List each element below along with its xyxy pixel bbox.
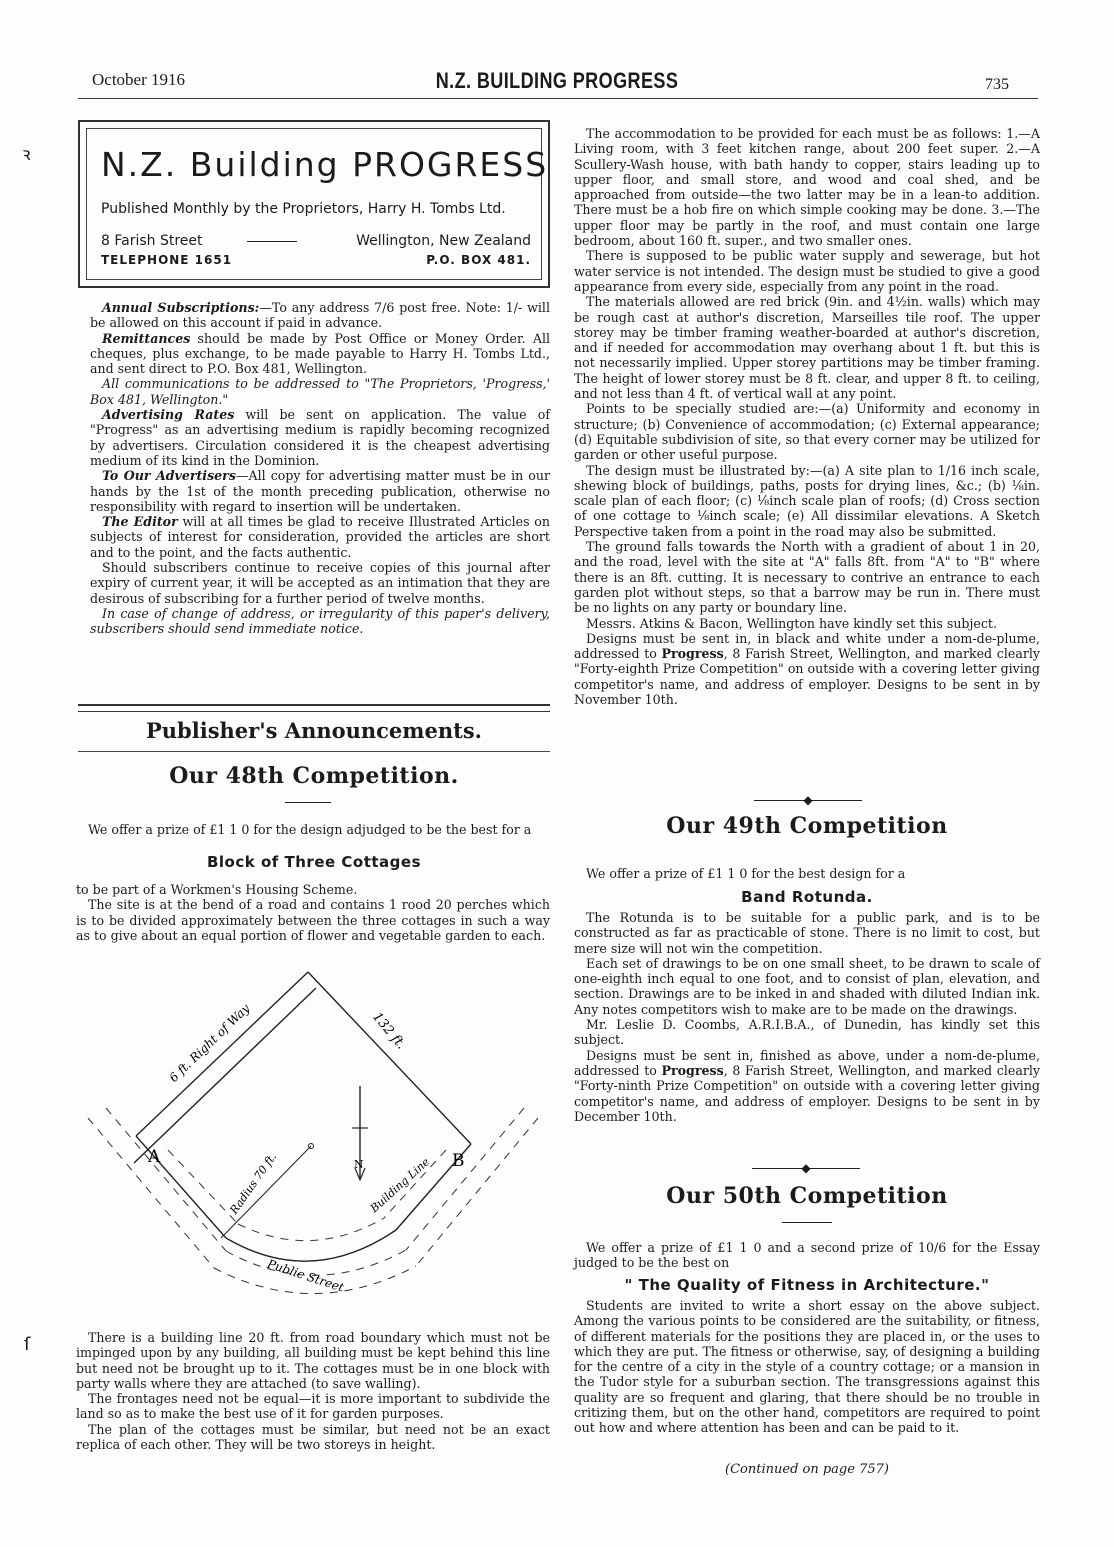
subscriptions-text: —To any address 7/6 post free. Note: 1/- will be allowed on this account if paid in advance. <box>90 300 550 331</box>
side-length-label: 132 ft. <box>369 1009 409 1053</box>
journal-title: N.Z. BUILDING PROGRESS <box>435 68 679 93</box>
comp48-accommodation: The accommodation to be provided for each must be as follows: 1.—A Living room, with 3 feet kitchen range, about 200 feet super. 2.—A Scullery-Wash house, with bath handy to copper, stairs leading up to upper floor, and small store, and wood and coal shed, and be approached from outside—the two latter may be in a lean-to addition. There must be a hob fire on which simple cooking may be done. 3.—The upper floor may be partly in the roof, and must contain one large bedroom, about 160 ft. super., and two smaller ones. <box>574 126 1040 249</box>
comp48-materials: The materials allowed are red brick (9in. and 4½in. walls) which may be rough cast at author's discretion, Marseilles tile roof. The upper storey may be timber framing weather-boarded at author's discretion, and if needed for accommodation may overhang about 1 ft. but this is not necessarily implied. Upper storey partitions may be timber framing. The height of lower storey must be 8 ft. clear, and upper 8 ft. to ceiling, and not less than 4 ft. of vertical wall at any point. <box>574 294 1040 402</box>
comp49-set-by: Mr. Leslie D. Coombs, A.R.I.B.A., of Dunedin, has kindly set this subject. <box>574 1017 1040 1048</box>
point-b-label: B <box>452 1151 465 1171</box>
comp50-offer: We offer a prize of £1 1 0 and a second prize of 10/6 for the Essay judged to be the best on <box>574 1240 1040 1271</box>
comp50-offer-block <box>574 1240 1040 1271</box>
renewal-note: Should subscribers continue to receive copies of this journal after expiry of current year, it will be accepted as an intimation that they are desirous of subscribing for a further period of twelve months. <box>90 560 550 606</box>
comp49-ornament: ◆ <box>803 793 813 807</box>
announcements-title: Publisher's Announcements. <box>146 718 482 743</box>
comp48-illustrated: The design must be illustrated by:—(a) A site plan to 1/16 inch scale, shewing block of buildings, paths, posts for drying lines, &c.; (b) ⅛in. scale plan of each floor; (c) ⅛inch scale plan of roofs; (d) Cross section of one cottage to ⅛inch scale; (e) All dissimilar elevations. A Sketch Perspective taken from a point in the road may also be submitted. <box>574 462 1040 539</box>
masthead-dash <box>247 241 297 242</box>
comp48-offer-block <box>76 822 550 837</box>
comp48-ground: The ground falls towards the North with a gradient of about 1 in 20, and the road, level with the site at "A" falls 8ft. from "A" to "B" where there is an 8ft. cutting. It is necessary to contrive an entrance to each garden plot without steps, so that a barrow may be run in. There must be no lights on any party or boundary line. <box>574 539 1040 616</box>
issue-date: October 1916 <box>92 70 186 89</box>
page-number: 735 <box>985 76 1009 93</box>
street-right-dash-2 <box>406 1108 524 1250</box>
radius-label: Radius 70 ft. <box>227 1150 280 1217</box>
to-advertisers-text: —All copy for advertising matter must be in our hands by the 1st of the month preceding publication, otherwise no responsibility with regard to insertion will be undertaken. <box>90 468 551 514</box>
comp49-offer: We offer a prize of £1 1 0 for the best design for a <box>586 866 906 881</box>
street-left-dash-1 <box>88 1118 214 1268</box>
advertising-text: will be sent on application. The value of "Progress" as an advertising medium is rapidly becoming recognized by advertisers. Circulation considered it is the cheapest advertising medium of its kind in the Dominion. <box>90 407 551 468</box>
comp49-body <box>574 910 1040 1124</box>
point-a-label: A <box>148 1147 161 1167</box>
comp50-subject: " The Quality of Fitness in Architecture." <box>624 1276 990 1294</box>
comp48-set-by: Messrs. Atkins & Bacon, Wellington have kindly set this subject. <box>586 615 997 631</box>
masthead-telephone: TELEPHONE 1651 <box>101 253 233 267</box>
masthead-box <box>78 120 550 288</box>
comp48-water: There is supposed to be public water supply and sewerage, but hot water service is not intended. The design must be studied to give a good appearance from every side, especially from any point in the road. <box>574 248 1040 294</box>
right-of-way-label: 6 ft. Right of Way <box>166 1001 253 1085</box>
comp50-title: Our 50th Competition <box>666 1183 948 1209</box>
margin-mark-bottom: ſ <box>24 1334 31 1355</box>
subscription-notices <box>90 300 550 637</box>
comp48-points: Points to be specially studied are:—(a) Uniformity and economy in structure; (b) Convenience of accommodation; (c) External appearance; (d) Equitable subdivision of site, so that every corner may be utilized for garden or other useful purpose. <box>574 401 1040 463</box>
right-of-way-line <box>134 988 316 1163</box>
comp49-designs <box>574 1048 1040 1124</box>
site-plan-diagram <box>76 968 550 1304</box>
comp50-students: Students are invited to write a short essay on the above subject. Among the various points to be considered are the suitability, or fitness, of different materials for the positions they are placed in, or the uses to which they are put. The fitness or otherwise, say, of designing a building for the centre of a city in the style of a country cottage; or a mansion in the Tudor style for a suburban section. The transgressions against this quality are so frequent and glaring, that there should be no trouble in critizing them, but on the other hand, competitors are required to point out how and where attention has been and can be paid to it. <box>574 1298 1040 1436</box>
comp48-building-line: There is a building line 20 ft. from road boundary which must not be impinged upon by any building, all building must be kept behind this line but need not be brought up to it. The cottages must be in one block with party walls where they are attached (to save walling). <box>76 1330 550 1391</box>
comp49-designs-b: , 8 Farish Street, Wellington, and marked clearly "Forty-ninth Prize Competition" on outside with a covering letter giving competitor's name, and address of employer. Designs to be sent in by December 10th. <box>574 1062 1040 1124</box>
comp48-title: Our 48th Competition. <box>169 763 459 789</box>
masthead-title: N.Z. Building PROGRESS <box>101 145 549 184</box>
comp49-designs-a: Designs must be sent in, finished as above, under a nom-de-plume, addressed to <box>574 1047 1040 1078</box>
comp48-rules-right <box>574 126 1040 707</box>
to-advertisers-label: To Our Advertisers <box>102 468 236 484</box>
announcements-rule <box>78 751 550 752</box>
subscriptions-label: Annual Subscriptions: <box>102 300 260 315</box>
header-rule <box>78 98 1038 99</box>
comp49-drawings: Each set of drawings to be on one small sheet, to be drawn to scale of one-eighth inch equal to one foot, and to consist of plan, elevation, and section. Drawings are to be inked in and shaded with diluted Indian ink. Any notes competitors wish to make are to be made on the drawings. <box>574 955 1040 1017</box>
change-of-address-note: In case of change of address, or irregularity of this paper's delivery, subscribers should send immediate notice. <box>90 605 550 637</box>
remittances-text: should be made by Post Office or Money Order. All cheques, plus exchange, to be made payable to Harry H. Tombs Ltd., and sent direct to P.O. Box 481, Wellington. <box>90 330 550 377</box>
comp49-offer-block <box>574 866 1040 881</box>
right-boundary-line <box>308 972 471 1144</box>
double-rule <box>78 704 550 712</box>
continued-note: (Continued on page 757) <box>725 1462 889 1477</box>
comp49-subject: Band Rotunda. <box>741 888 873 906</box>
inner-curve <box>226 1230 396 1261</box>
comp48-designs-a: Designs must be sent in, in black and white under a nom-de-plume, addressed to <box>574 630 1040 662</box>
masthead-inner-frame <box>86 128 549 280</box>
editor-text: will at all times be glad to receive Illustrated Articles on subjects of interest for consideration, provided the articles are short and to the point, and the facts authentic. <box>90 514 550 560</box>
street-right-dash-1 <box>416 1118 538 1266</box>
comp49-rotunda: The Rotunda is to be suitable for a public park, and is to be constructed as far as practicable of stone. There is no limit to cost, but mere size will not win the competition. <box>574 910 1040 956</box>
editor-label: The Editor <box>102 514 178 530</box>
comp50-ornament: ◆ <box>801 1161 811 1175</box>
street-left-dash-2 <box>106 1108 226 1251</box>
advertising-label: Advertising Rates <box>102 407 235 423</box>
comp48-title-rule <box>285 802 331 803</box>
comp49-title: Our 49th Competition <box>666 813 948 839</box>
masthead-publisher: Published Monthly by the Proprietors, Harry H. Tombs Ltd. <box>101 201 506 217</box>
comp48-designs-b: , 8 Farish Street, Wellington, and marked clearly "Forty-eighth Prize Competition" on outside with a covering letter giving competitor's name, and address of employer. Designs to be sent in by November 10th. <box>574 646 1040 707</box>
site-boundary <box>134 972 471 1261</box>
public-street-label: Public Street <box>265 1256 346 1295</box>
comp48-rules-left <box>76 1330 550 1452</box>
comp48-site: The site is at the bend of a road and contains 1 rood 20 perches which is to be divided approximately between the three cottages in such a way as to give about an equal portion of flower and vegetable garden to each. <box>76 897 550 943</box>
remittances-label: Remittances <box>102 330 191 346</box>
comp48-scheme: to be part of a Workmen's Housing Scheme. <box>76 882 358 897</box>
comp48-subject: Block of Three Cottages <box>206 853 421 871</box>
masthead-street: 8 Farish Street <box>101 233 203 249</box>
comp48-progress: Progress <box>661 646 724 662</box>
north-label: N <box>354 1158 364 1171</box>
left-boundary-line <box>136 972 308 1136</box>
comp48-site-block <box>76 882 550 943</box>
comp48-offer: We offer a prize of £1 1 0 for the design adjudged to be the best for a <box>88 822 532 837</box>
comp50-title-rule <box>782 1222 832 1223</box>
masthead-city: Wellington, New Zealand <box>356 233 531 249</box>
comp48-designs <box>574 631 1040 707</box>
building-line-curve <box>238 1218 384 1241</box>
margin-mark-top: ꝛ <box>22 144 31 165</box>
building-line-label: Building Line <box>367 1155 433 1216</box>
communications-note: All communications to be addressed to "The Proprietors, 'Progress,' Box 481, Wellington." <box>90 376 550 407</box>
comp50-body <box>574 1298 1040 1436</box>
street-and-building-lines <box>88 1108 538 1294</box>
comp48-plan: The plan of the cottages must be similar, but need not be an exact replica of each other. They will be two storeys in height. <box>76 1421 550 1453</box>
comp49-progress: Progress <box>661 1062 724 1078</box>
masthead-po-box: P.O. BOX 481. <box>426 253 531 267</box>
comp48-frontages: The frontages need not be equal—it is more important to subdivide the land so as to make the best use of it for garden purposes. <box>76 1391 550 1422</box>
